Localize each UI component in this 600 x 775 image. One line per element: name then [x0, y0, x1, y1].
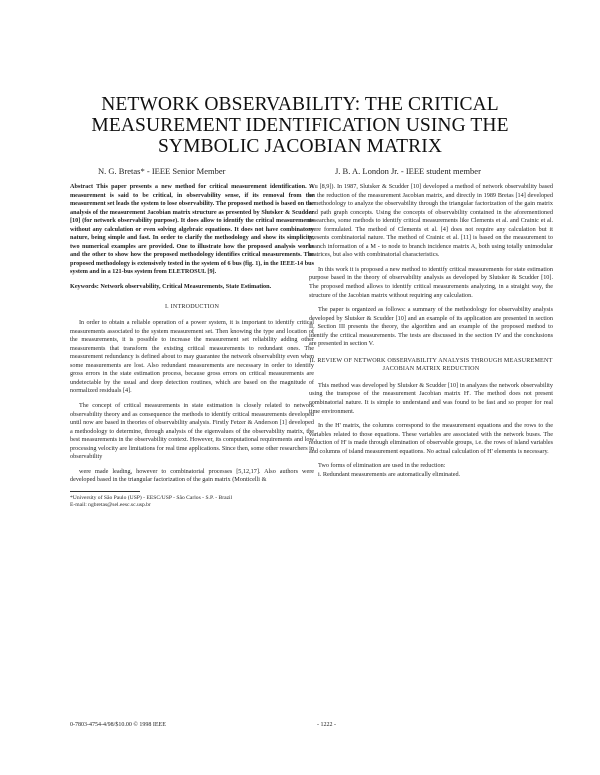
author-london: J. B. A. London Jr. - IEEE student member: [335, 166, 481, 176]
left-column: [70, 183, 314, 509]
paragraph: The paper is organized as follows: a summary of the methodology for observability analysis developed by Slutsker & Scudder [10] and an example of its application are presented in section II. Section III presents the theory, the algorithm and an example of the proposed method to identify the critical measurements. The tests are discussed in the section IV and the conclusions are presented in section V.: [309, 306, 553, 348]
page-number: - 1222 -: [317, 722, 336, 728]
paragraph: were made leading, however to combinatorial processes [5,12,17]. Also authors were developed based in the triangular factorization of the gain matrix (Monticelli &: [70, 467, 314, 484]
keywords: Keywords: Network observability, Critical Measurements, State Estimation.: [70, 283, 272, 291]
section-heading-introduction: I. INTRODUCTION: [164, 303, 220, 310]
list-intro: Two forms of elimination are used in the reduction:: [318, 462, 446, 470]
abstract: Abstract This paper presents a new method for critical measurement identification. A measurement is said to be critical, in observability sense, if its removal from the measurement set leads the system to lose observability. The proposed method is based on the analysis of the measurement Jacobian matrix structure as presented by Slutsker & Scudder [10] (for network observability purpose). It does allow to identify the critical measurements without any calculation or even solving algebraic equations. It does not have combinatory nature, being simple and fast. In order to clarify the methodology and show its simplicity, two numerical examples are provided. One to illustrate how the proposed analysis works and the other to show how the proposed methodology identifies critical measurements. The proposed methodology is extensively tested in the system of 6 bus (fig. 1), in the IEEE-14 bus system and in a 121-bus system from ELETROSUL [9].: [70, 183, 314, 276]
right-column: [309, 183, 553, 479]
section-heading-review: II. REVIEW OF NETWORK OBSERVABILITY ANALYSIS THROUGH MEASUREMENT JACOBIAN MATRIX REDUCTION: [309, 357, 553, 373]
paragraph: In this work it is proposed a new method to identify critical measurements for state estimation purpose based in the theory of observability analysis as developed by Slutsker & Scudder [10]. The proposed method allows to identify critical measurements analyzing, in a straight way, the structure of the Jacobian matrix without requiring any calculation.: [309, 265, 553, 299]
paragraph: In order to obtain a reliable operation of a power system, it is important to identify critical measurements associated to the system measurement set. Then knowing the type and location of the measurements, it is possible to increase the measurement set reliability adding other measurements that transform the existing critical measurements to redundant ones. The measurement redundancy is defined about to may guarantee the network observability even when some measurements are lost. Also redundant measurements are necessary in order to identify gross errors in the state estimation process, because gross errors on critical measurements are undetectable by the usual and deep detection routines, which are based on the magnitude of normalized residuals [4].: [70, 319, 314, 395]
paragraph: This method was developed by Slutsker & Scudder [10] in analyzes the network observability using the transpose of the measurement Jacobian matrix H'. The method does not present combinatorial nature. It is simple to understand and was found to be fast and so proper for real time environment.: [309, 381, 553, 415]
footnote-email: E-mail: ngbretas@sel.eesc.sc.usp.br: [70, 502, 151, 509]
author-bretas: N. G. Bretas* - IEEE Senior Member: [98, 166, 226, 176]
footer-copyright: 0-7803-4754-4/98/$10.00 © 1998 IEEE: [70, 722, 166, 728]
footnote-affiliation: *University of São Paulo (USP) - EESC/USP - São Carlos - S.P. - Brazil: [70, 494, 233, 501]
paragraph: In the H' matrix, the columns correspond to the measurement equations and the rows to the variables related to those equations. These variables are associated with the network buses. The reduction of H' is made through elimination of observable groups, i.e. the rows of island variables and columns of island measurement equations. No actual calculation of H' elements is necessary.: [309, 422, 553, 455]
footnote-rule: [70, 491, 140, 492]
list-item: i. Redundant measurements are automatically eliminated.: [318, 470, 461, 478]
paper-title: NETWORK OBSERVABILITY: THE CRITICAL MEASUREMENT IDENTIFICATION USING THE SYMBOLIC JACOBIAN MATRIX: [91, 94, 509, 157]
paragraph: The concept of critical measurements in state estimation is closely related to network observability theory and as consequence the methods to identify critical measurements developed until now are based in theories of observability analysis. Firstly Fetzer & Anderson [1] developed a methodology to determine, through analysis of the eigenvalues of the observability matrix, the best measurements in the observability context. However, its computational requirements and low processing velocity are limitations for real time applications. Since then, some other researchers in observability: [70, 402, 314, 461]
paragraph: Wu [8,9]). In 1987, Slutsker & Scudder [10] developed a method of network observability based on the reduction of the measurement Jacobian matrix, and directly in 1989 Bretas [14] developed a methodology to analyze the observability through the triangular factorization of the gain matrix and path graph concepts. Using the concepts of observability contained in the aforementioned researches, some methods to identify critical measurements like Clements et al. and Crainic et al. were formulated. The method of Clements et al. [4] does not require any calculation but it presents combinatorial nature. The method of Crainic et al. [11] is based on the measurement to branch information of a M - to node to branch incidence matrix A, both using totally unimodular matrices, but also with combinatorial characteristics.: [309, 183, 553, 259]
